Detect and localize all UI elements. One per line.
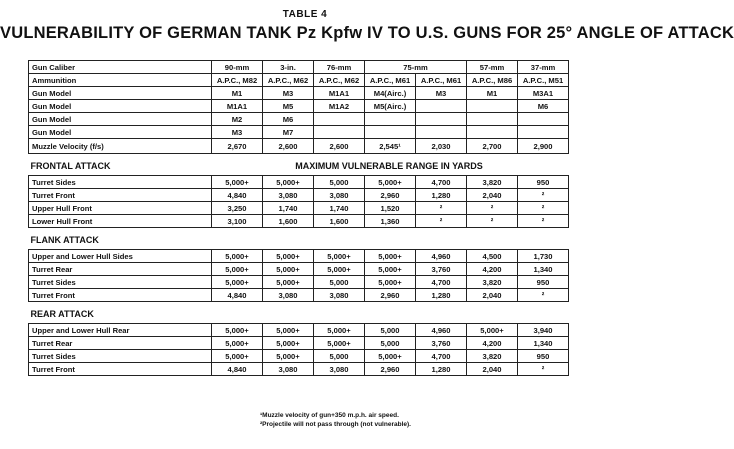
range-cell: ² bbox=[518, 189, 569, 202]
model-cell: M3 bbox=[416, 87, 467, 100]
range-cell: 4,500 bbox=[467, 250, 518, 263]
range-cell: ² bbox=[518, 363, 569, 376]
table-row bbox=[29, 215, 569, 228]
caliber-cell: 37-mm bbox=[518, 61, 569, 74]
model-cell: M3A1 bbox=[518, 87, 569, 100]
range-heading: MAXIMUM VULNERABLE RANGE IN YARDS bbox=[212, 154, 569, 176]
row-label: Gun Model bbox=[29, 100, 212, 113]
range-cell: 1,360 bbox=[365, 215, 416, 228]
range-cell: 950 bbox=[518, 350, 569, 363]
range-cell: 5,000+ bbox=[212, 176, 263, 189]
range-cell: ² bbox=[467, 202, 518, 215]
range-cell: ² bbox=[467, 215, 518, 228]
range-cell: 4,960 bbox=[416, 324, 467, 337]
range-cell: 5,000+ bbox=[314, 337, 365, 350]
range-cell: 5,000+ bbox=[263, 337, 314, 350]
range-cell: 3,080 bbox=[263, 189, 314, 202]
range-cell: 5,000+ bbox=[314, 263, 365, 276]
range-cell: 4,840 bbox=[212, 363, 263, 376]
model-cell bbox=[416, 113, 467, 126]
range-cell: 4,200 bbox=[467, 337, 518, 350]
ammo-cell: A.P.C., M51 bbox=[518, 74, 569, 87]
ammo-cell: A.P.C., M61 bbox=[416, 74, 467, 87]
row-label: Gun Model bbox=[29, 113, 212, 126]
model-cell bbox=[518, 126, 569, 139]
range-cell: 3,080 bbox=[314, 189, 365, 202]
table-row bbox=[29, 189, 569, 202]
header-row-caliber bbox=[29, 61, 569, 74]
range-cell: 3,940 bbox=[518, 324, 569, 337]
table-row bbox=[29, 202, 569, 215]
header-row-gun-model-3 bbox=[29, 113, 569, 126]
caliber-cell: 76-mm bbox=[314, 61, 365, 74]
model-cell: M3 bbox=[263, 87, 314, 100]
range-cell: 4,700 bbox=[416, 350, 467, 363]
vulnerability-table bbox=[28, 60, 569, 376]
range-cell: 5,000+ bbox=[263, 176, 314, 189]
range-cell: 3,080 bbox=[263, 363, 314, 376]
table-row bbox=[29, 289, 569, 302]
model-cell: M6 bbox=[263, 113, 314, 126]
range-cell: 4,840 bbox=[212, 289, 263, 302]
range-cell: 4,700 bbox=[416, 176, 467, 189]
range-cell: 4,840 bbox=[212, 189, 263, 202]
ammo-cell: A.P.C., M86 bbox=[467, 74, 518, 87]
range-cell: 1,340 bbox=[518, 263, 569, 276]
range-cell: 950 bbox=[518, 276, 569, 289]
row-label: Turret Rear bbox=[29, 337, 212, 350]
section-title: REAR ATTACK bbox=[29, 302, 569, 324]
row-label: Gun Caliber bbox=[29, 61, 212, 74]
range-cell: 5,000 bbox=[314, 176, 365, 189]
range-cell: ² bbox=[518, 202, 569, 215]
model-cell: M5(Airc.) bbox=[365, 100, 416, 113]
table-title: VULNERABILITY OF GERMAN TANK Pz Kpfw IV TO U.S. GUNS FOR 25° ANGLE OF ATTACK bbox=[0, 24, 734, 42]
range-cell: 2,960 bbox=[365, 289, 416, 302]
header-row-muzzle-velocity bbox=[29, 139, 569, 154]
model-cell: M6 bbox=[518, 100, 569, 113]
range-cell: 3,080 bbox=[263, 289, 314, 302]
range-cell: 1,740 bbox=[314, 202, 365, 215]
table-row bbox=[29, 337, 569, 350]
range-cell: 1,600 bbox=[263, 215, 314, 228]
model-cell: M1 bbox=[212, 87, 263, 100]
range-cell: 5,000+ bbox=[365, 276, 416, 289]
range-cell: 950 bbox=[518, 176, 569, 189]
row-label: Turret Front bbox=[29, 289, 212, 302]
model-cell bbox=[314, 126, 365, 139]
table-row bbox=[29, 276, 569, 289]
range-cell: 5,000+ bbox=[263, 250, 314, 263]
row-label: Turret Front bbox=[29, 189, 212, 202]
section-title: FLANK ATTACK bbox=[29, 228, 569, 250]
model-cell bbox=[416, 100, 467, 113]
range-cell: 5,000+ bbox=[212, 263, 263, 276]
row-label: Turret Sides bbox=[29, 350, 212, 363]
table-row bbox=[29, 250, 569, 263]
range-cell: 5,000+ bbox=[365, 176, 416, 189]
model-cell: M2 bbox=[212, 113, 263, 126]
table-row bbox=[29, 363, 569, 376]
range-cell: 5,000+ bbox=[365, 250, 416, 263]
model-cell: M7 bbox=[263, 126, 314, 139]
header-row-ammunition bbox=[29, 74, 569, 87]
range-cell: ² bbox=[416, 215, 467, 228]
caliber-cell: 57-mm bbox=[467, 61, 518, 74]
velocity-cell: 2,900 bbox=[518, 139, 569, 154]
range-cell: 1,280 bbox=[416, 289, 467, 302]
range-cell: 2,040 bbox=[467, 363, 518, 376]
range-cell: 5,000+ bbox=[467, 324, 518, 337]
header-row-gun-model-2 bbox=[29, 100, 569, 113]
range-cell: 3,760 bbox=[416, 337, 467, 350]
velocity-cell: 2,030 bbox=[416, 139, 467, 154]
range-cell: 3,820 bbox=[467, 176, 518, 189]
range-cell: 3,100 bbox=[212, 215, 263, 228]
ammo-cell: A.P.C., M61 bbox=[365, 74, 416, 87]
velocity-cell: 2,670 bbox=[212, 139, 263, 154]
ammo-cell: A.P.C., M62 bbox=[263, 74, 314, 87]
range-cell: 5,000+ bbox=[212, 276, 263, 289]
range-cell: 5,000 bbox=[314, 276, 365, 289]
ammo-cell: A.P.C., M82 bbox=[212, 74, 263, 87]
range-cell: 1,280 bbox=[416, 189, 467, 202]
range-cell: 1,520 bbox=[365, 202, 416, 215]
section-header-rear bbox=[29, 302, 569, 324]
range-cell: 2,040 bbox=[467, 289, 518, 302]
range-cell: 5,000 bbox=[314, 350, 365, 363]
range-cell: 1,600 bbox=[314, 215, 365, 228]
range-cell: 3,250 bbox=[212, 202, 263, 215]
model-cell bbox=[365, 113, 416, 126]
range-cell: 5,000 bbox=[365, 337, 416, 350]
caliber-cell: 75-mm bbox=[365, 61, 467, 74]
range-cell: 2,040 bbox=[467, 189, 518, 202]
row-label: Lower Hull Front bbox=[29, 215, 212, 228]
table-number: TABLE 4 bbox=[282, 9, 328, 20]
range-cell: 5,000+ bbox=[263, 263, 314, 276]
header-row-gun-model-1 bbox=[29, 87, 569, 100]
range-cell: 1,730 bbox=[518, 250, 569, 263]
model-cell: M4(Airc.) bbox=[365, 87, 416, 100]
range-cell: 2,960 bbox=[365, 189, 416, 202]
row-label: Upper and Lower Hull Sides bbox=[29, 250, 212, 263]
range-cell: 2,960 bbox=[365, 363, 416, 376]
caliber-cell: 3-in. bbox=[263, 61, 314, 74]
range-cell: 1,340 bbox=[518, 337, 569, 350]
table-row bbox=[29, 350, 569, 363]
range-cell: ² bbox=[416, 202, 467, 215]
section-header-flank bbox=[29, 228, 569, 250]
range-cell: 4,960 bbox=[416, 250, 467, 263]
row-label: Turret Sides bbox=[29, 276, 212, 289]
velocity-cell: 2,700 bbox=[467, 139, 518, 154]
velocity-cell: 2,600 bbox=[314, 139, 365, 154]
footnote: ¹Muzzle velocity of gun+350 m.p.h. air speed. bbox=[260, 412, 399, 419]
range-cell: 3,080 bbox=[314, 289, 365, 302]
header-row-gun-model-4 bbox=[29, 126, 569, 139]
row-label: Turret Rear bbox=[29, 263, 212, 276]
table-row bbox=[29, 324, 569, 337]
range-cell: 5,000+ bbox=[212, 337, 263, 350]
range-cell: 3,820 bbox=[467, 350, 518, 363]
model-cell bbox=[365, 126, 416, 139]
model-cell: M1A1 bbox=[314, 87, 365, 100]
row-label: Ammunition bbox=[29, 74, 212, 87]
range-cell: 5,000+ bbox=[365, 263, 416, 276]
range-cell: 5,000+ bbox=[314, 250, 365, 263]
range-cell: 5,000+ bbox=[263, 350, 314, 363]
row-label: Muzzle Velocity (f/s) bbox=[29, 139, 212, 154]
row-label: Gun Model bbox=[29, 126, 212, 139]
model-cell bbox=[467, 126, 518, 139]
model-cell bbox=[416, 126, 467, 139]
model-cell bbox=[467, 100, 518, 113]
row-label: Upper Hull Front bbox=[29, 202, 212, 215]
range-cell: 5,000 bbox=[365, 324, 416, 337]
range-cell: 5,000+ bbox=[314, 324, 365, 337]
model-cell bbox=[518, 113, 569, 126]
table-row bbox=[29, 263, 569, 276]
range-cell: 3,820 bbox=[467, 276, 518, 289]
caliber-cell: 90-mm bbox=[212, 61, 263, 74]
model-cell: M5 bbox=[263, 100, 314, 113]
range-cell: ² bbox=[518, 215, 569, 228]
row-label: Turret Front bbox=[29, 363, 212, 376]
velocity-cell: 2,545¹ bbox=[365, 139, 416, 154]
range-cell: 4,200 bbox=[467, 263, 518, 276]
range-cell: 5,000+ bbox=[212, 250, 263, 263]
model-cell: M1 bbox=[467, 87, 518, 100]
table-row bbox=[29, 176, 569, 189]
range-cell: 3,760 bbox=[416, 263, 467, 276]
range-cell: 3,080 bbox=[314, 363, 365, 376]
section-title: FRONTAL ATTACK bbox=[29, 154, 212, 176]
row-label: Upper and Lower Hull Rear bbox=[29, 324, 212, 337]
model-cell: M1A1 bbox=[212, 100, 263, 113]
model-cell: M3 bbox=[212, 126, 263, 139]
range-cell: 5,000+ bbox=[263, 276, 314, 289]
footnote: ²Projectile will not pass through (not vulnerable). bbox=[260, 421, 411, 428]
range-cell: 5,000+ bbox=[365, 350, 416, 363]
model-cell: M1A2 bbox=[314, 100, 365, 113]
range-cell: 1,280 bbox=[416, 363, 467, 376]
range-cell: 5,000+ bbox=[212, 324, 263, 337]
footnotes bbox=[260, 411, 411, 429]
range-cell: 5,000+ bbox=[263, 324, 314, 337]
model-cell bbox=[314, 113, 365, 126]
range-cell: 5,000+ bbox=[212, 350, 263, 363]
velocity-cell: 2,600 bbox=[263, 139, 314, 154]
range-cell: 4,700 bbox=[416, 276, 467, 289]
row-label: Turret Sides bbox=[29, 176, 212, 189]
range-cell: 1,740 bbox=[263, 202, 314, 215]
range-cell: ² bbox=[518, 289, 569, 302]
ammo-cell: A.P.C., M62 bbox=[314, 74, 365, 87]
section-header-frontal bbox=[29, 154, 569, 176]
row-label: Gun Model bbox=[29, 87, 212, 100]
model-cell bbox=[467, 113, 518, 126]
